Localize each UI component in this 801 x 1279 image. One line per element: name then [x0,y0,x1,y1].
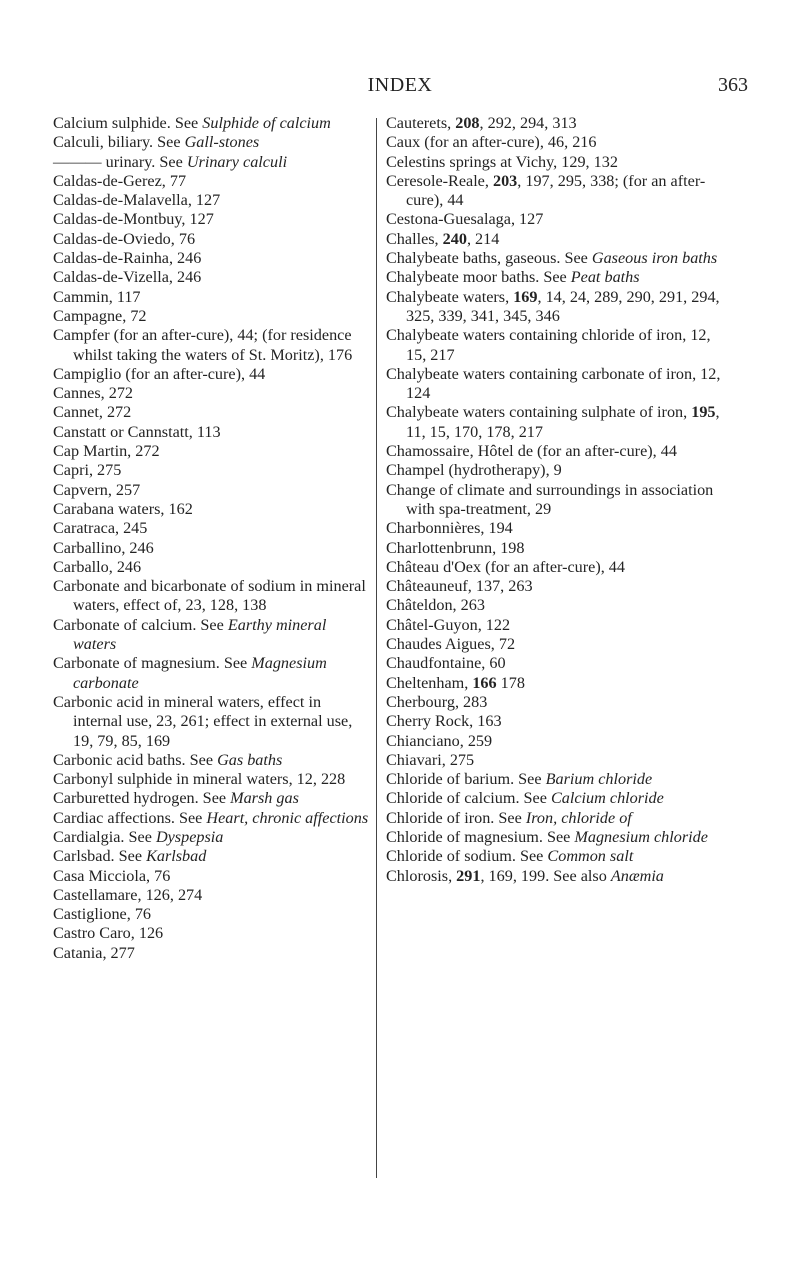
index-entry [386,365,734,404]
entry-text: Cap Martin, 272 [53,442,160,461]
entry-text: Chalybeate waters containing sulphate of iron, [386,403,692,422]
cross-reference: Marsh gas [230,789,299,808]
entry-text: , 197, 295, 338; (for an after-cure), 44 [406,171,706,210]
entry-text: Chaudes Aigues, 72 [386,635,516,654]
entry-text: Challes, [386,229,443,248]
index-entry [53,558,371,577]
index-entry [53,461,371,480]
index-entry [386,326,734,365]
index-entry [386,153,734,172]
index-entry [53,365,371,384]
entry-text: Campfer (for an after-cure), 44; (for residence whilst taking the waters of St. Moritz), 176 [53,326,353,364]
index-entry [53,210,371,229]
entry-text: Champel (hydrotherapy), 9 [386,461,562,480]
cross-reference: Anæmia [610,866,664,885]
entry-text: Château d'Oex (for an after-cure), 44 [386,557,625,576]
index-entry [386,558,734,577]
index-entry [386,809,734,828]
index-entry [386,288,734,327]
bold-page-ref: 291 [456,866,481,885]
index-entry [53,442,371,461]
cross-reference: Gall-stones [184,133,260,152]
entry-text: Campiglio (for an after-cure), 44 [53,364,266,383]
cross-reference: Heart, chronic affections [206,808,369,827]
index-entry [53,133,371,152]
cross-reference: Iron, chloride of [525,808,632,827]
index-entry [53,828,371,847]
entry-text: Castiglione, 76 [53,905,152,924]
index-entry [386,114,734,133]
entry-text: Casa Micciola, 76 [53,866,171,885]
entry-text: Chloride of sodium. See [386,847,548,866]
index-entry [53,326,371,365]
page-number: 363 [718,74,748,96]
entry-text: Catania, 277 [53,943,135,962]
index-entry [53,770,371,789]
entry-text: , 214 [466,229,500,248]
entry-text: ——— urinary. See [53,152,187,171]
entry-text: Châtel-Guyon, 122 [386,615,511,634]
index-entry [386,133,734,152]
entry-text: Carbonic acid baths. See [53,750,218,769]
entry-text: Celestins springs at Vichy, 129, 132 [386,152,618,171]
bold-page-ref: 203 [492,171,518,190]
index-entry [53,249,371,268]
index-entry [386,249,734,268]
entry-text: Carburetted hydrogen. See [53,789,231,808]
cross-reference: Sulphide of calcium [202,114,331,132]
entry-text: Cherry Rock, 163 [386,712,502,731]
cross-reference: Magnesium carbonate [73,654,327,692]
entry-text: Caldas-de-Oviedo, 76 [53,229,196,248]
cross-reference: Magnesium chloride [574,827,708,846]
index-entry [386,403,734,442]
index-entry [53,616,371,655]
entry-text: , 169, 199. See also [480,866,611,885]
index-entry [386,616,734,635]
index-entry [53,230,371,249]
cross-reference: Earthy mineral waters [73,615,327,654]
entry-text: 178 [496,673,525,692]
index-entry [53,847,371,866]
entry-text: Caldas-de-Malavella, 127 [53,191,221,210]
entry-text: Change of climate and surroundings in association with spa-treatment, 29 [386,480,714,518]
entry-text: Caux (for an after-cure), 46, 216 [386,133,597,152]
index-entry [53,384,371,403]
entry-text: Châteldon, 263 [386,596,485,615]
bold-page-ref: 240 [442,229,467,248]
bold-page-ref: 166 [472,673,497,692]
entry-text: Carbonate of magnesium. See [53,654,252,673]
index-entry [53,481,371,500]
entry-text: Cauterets, [386,114,456,132]
entry-text: Caldas-de-Rainha, 246 [53,249,202,268]
entry-text: Cardiac affections. See [53,808,207,827]
index-entry [386,172,734,211]
index-entry [53,867,371,886]
entry-text: Campagne, 72 [53,306,147,325]
entry-text: Chalybeate waters containing chloride of iron, 12, 15, 217 [386,326,711,364]
index-entry [386,635,734,654]
index-entry [386,751,734,770]
index-entry [53,191,371,210]
entry-text: Caldas-de-Vizella, 246 [53,268,202,287]
index-entry [386,712,734,731]
entry-text: Cannes, 272 [53,384,134,403]
index-entry [53,809,371,828]
cross-reference: Gaseous iron baths [591,249,718,268]
index-entry [53,905,371,924]
index-entry [53,307,371,326]
index-entry [53,172,371,191]
index-entry [53,423,371,442]
bold-page-ref: 169 [513,287,538,306]
index-entry [53,500,371,519]
entry-text: Chalybeate waters containing carbonate of iron, 12, 124 [386,364,721,403]
index-entry [53,577,371,616]
entry-text: Chalybeate waters, [386,287,514,306]
entry-text: Carabana waters, 162 [53,499,193,518]
index-entry [386,828,734,847]
entry-text: Capri, 275 [53,461,122,480]
entry-text: Carlsbad. See [53,847,147,866]
entry-text: Chloride of calcium. See [386,789,551,808]
index-entry [386,732,734,751]
entry-text: Chianciano, 259 [386,731,493,750]
entry-text: Canstatt or Cannstatt, 113 [53,422,221,441]
index-entry [53,268,371,287]
entry-text: Cherbourg, 283 [386,692,488,711]
entry-text: Ceresole-Reale, [386,171,493,190]
entry-text: Chamossaire, Hôtel de (for an after-cure), 44 [386,442,677,461]
cross-reference: Dyspepsia [155,827,224,846]
entry-text: Cannet, 272 [53,403,132,422]
entry-text: Chloride of magnesium. See [386,827,575,846]
entry-text: Châteauneuf, 137, 263 [386,577,533,596]
index-entry [386,210,734,229]
cross-reference: Peat baths [570,268,640,287]
entry-text: , 292, 294, 313 [479,114,577,132]
index-entry [386,596,734,615]
entry-text: Carbonyl sulphide in mineral waters, 12, 228 [53,770,346,789]
cross-reference: Karlsbad [146,847,207,866]
entry-text: Carballino, 246 [53,538,154,557]
index-entry [53,789,371,808]
index-entry [386,674,734,693]
entry-text: Chalybeate baths, gaseous. See [386,249,592,268]
index-column-left [53,114,371,963]
entry-text: Carbonate of calcium. See [53,615,228,634]
column-divider [376,118,377,1178]
index-entry [386,230,734,249]
entry-text: Cammin, 117 [53,287,141,306]
entry-text: Charbonnières, 194 [386,519,513,538]
index-entry [386,577,734,596]
entry-text: Chaudfontaine, 60 [386,654,506,673]
index-entry [53,693,371,751]
index-entry [53,539,371,558]
entry-text: Chlorosis, [386,866,457,885]
index-entry [53,288,371,307]
index-entry [53,654,371,693]
index-entry [386,789,734,808]
index-entry [386,481,734,520]
index-entry [53,924,371,943]
index-entry [53,519,371,538]
entry-text: Calculi, biliary. See [53,133,185,152]
index-entry [386,268,734,287]
cross-reference: Urinary calculi [186,152,288,171]
entry-text: Castellamare, 126, 274 [53,885,203,904]
entry-text: Cardialgia. See [53,827,156,846]
entry-text: Carballo, 246 [53,557,142,576]
entry-text: Chloride of iron. See [386,808,526,827]
entry-text: Carbonate and bicarbonate of sodium in mineral waters, effect of, 23, 128, 138 [53,577,366,615]
entry-text: Chloride of barium. See [386,770,546,789]
index-entry [53,153,371,172]
entry-text: , 14, 24, 289, 290, 291, 294, 325, 339, 341, 345, 346 [406,287,720,325]
entry-text: , 11, 15, 170, 178, 217 [406,403,720,441]
cross-reference: Calcium chloride [550,789,664,808]
bold-page-ref: 208 [455,114,480,132]
index-entry [386,654,734,673]
cross-reference: Barium chloride [545,770,653,789]
cross-reference: Common salt [547,847,634,866]
entry-text: Capvern, 257 [53,480,141,499]
entry-text: Cheltenham, [386,673,473,692]
index-entry [53,751,371,770]
entry-text: Cestona-Guesalaga, 127 [386,210,544,229]
bold-page-ref: 195 [691,403,716,422]
index-entry [53,403,371,422]
page-title: INDEX [367,74,433,96]
index-entry [386,539,734,558]
index-column-right [386,114,734,886]
entry-text: Chiavari, 275 [386,750,475,769]
entry-text: Calcium sulphide. See [53,114,203,132]
entry-text: Carbonic acid in mineral waters, effect in internal use, 23, 261; effect in external use, 19, 79, 85, 169 [53,692,353,750]
cross-reference: Gas baths [217,750,283,769]
index-entry [386,693,734,712]
index-entry [386,847,734,866]
index-entry [386,770,734,789]
entry-text: Castro Caro, 126 [53,924,164,943]
index-entry [53,944,371,963]
index-entry [53,886,371,905]
index-entry [53,114,371,133]
entry-text: Chalybeate moor baths. See [386,268,571,287]
entry-text: Caldas-de-Gerez, 77 [53,171,187,190]
index-entry [386,867,734,886]
index-entry [386,442,734,461]
entry-text: Caratraca, 245 [53,519,148,538]
entry-text: Caldas-de-Montbuy, 127 [53,210,214,229]
page-header [52,74,748,102]
index-entry [386,461,734,480]
entry-text: Charlottenbrunn, 198 [386,538,525,557]
index-entry [386,519,734,538]
